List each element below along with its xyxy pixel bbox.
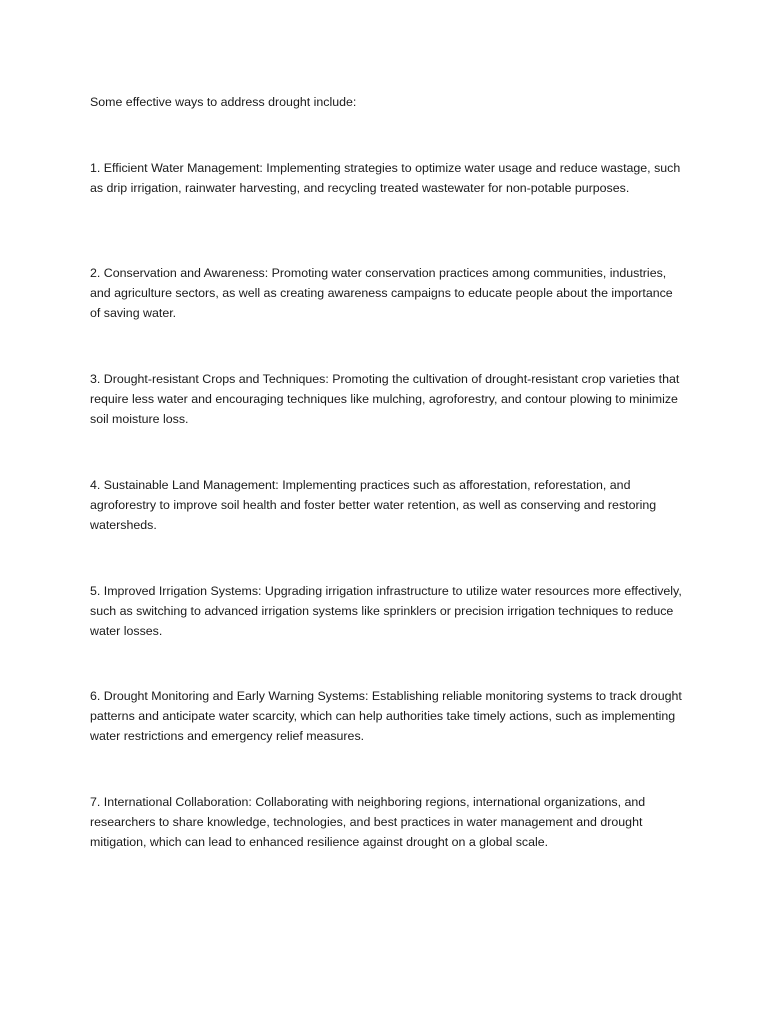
list-item-efficient-water-management: 1. Efficient Water Management: Implementing strategies to optimize water usage and reduce wastage, such as drip irrigation, rainwater harvesting, and recycling treated wastewater for non-potable purposes. (90, 161, 681, 195)
list-item-drought-resistant-crops: 3. Drought-resistant Crops and Techniques: Promoting the cultivation of drought-resistant crop varieties that require less water and encouraging techniques like mulching, agroforestry, and contour plowing to minimize soil moisture loss. (90, 372, 680, 426)
intro-text: Some effective ways to address drought include: (90, 95, 357, 109)
list-item-international-collaboration: 7. International Collaboration: Collaborating with neighboring regions, international organizations, and researchers to share knowledge, technologies, and best practices in water management and drought mitigation, which can lead to enhanced resilience against drought on a global scale. (90, 795, 646, 849)
list-item-sustainable-land-management: 4. Sustainable Land Management: Implementing practices such as afforestation, reforestation, and agroforestry to improve soil health and foster better water retention, as well as conserving and restoring watersheds. (90, 478, 657, 532)
list-item-drought-monitoring: 6. Drought Monitoring and Early Warning Systems: Establishing reliable monitoring systems to track drought patterns and anticipate water scarcity, which can help authorities take timely actions, such as implementing water restrictions and emergency relief measures. (90, 689, 682, 743)
list-item-conservation-awareness: 2. Conservation and Awareness: Promoting water conservation practices among communities, industries, and agriculture sectors, as well as creating awareness campaigns to educate people about the importance of saving water. (90, 266, 673, 320)
list-item-improved-irrigation: 5. Improved Irrigation Systems: Upgrading irrigation infrastructure to utilize water resources more effectively, such as switching to advanced irrigation systems like sprinklers or precision irrigation techniques to reduce water losses. (90, 584, 682, 638)
